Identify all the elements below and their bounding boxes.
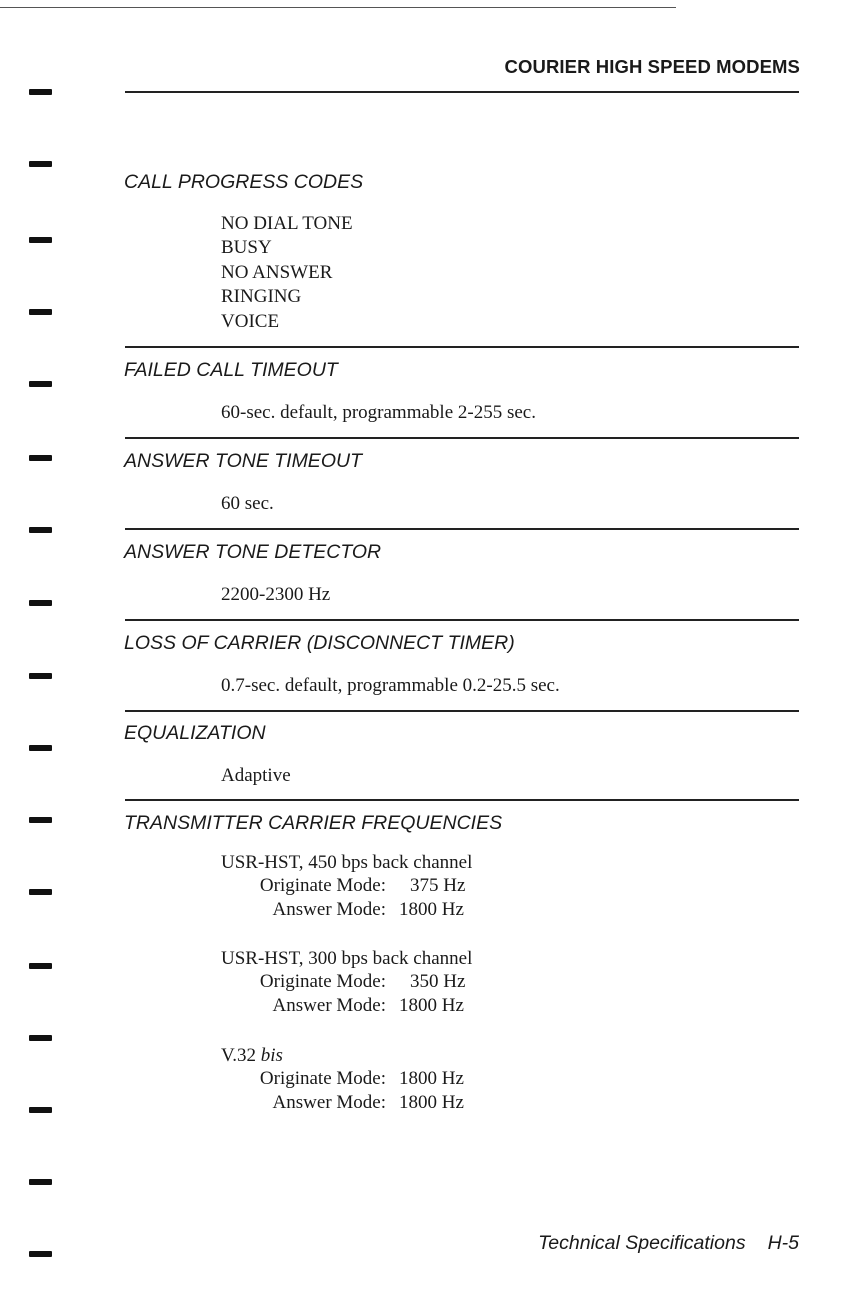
binder-tab-mark [29,600,52,606]
binder-tab-mark [29,1179,52,1185]
section-heading-answer-tone-timeout: ANSWER TONE TIMEOUT [124,450,362,472]
footer-title: Technical Specifications [538,1232,746,1254]
section-rule [125,437,799,439]
binder-tab-mark [29,1251,52,1257]
list-item: NO DIAL TONE [221,213,353,234]
originate-mode-row [0,875,866,899]
answer-mode-label: Answer Mode: [272,899,386,920]
originate-mode-row [0,1068,866,1092]
answer-mode-row [0,899,866,923]
binder-tab-mark [29,309,52,315]
answer-mode-value: 1800 Hz [399,899,464,920]
section-heading-transmitter-carrier-frequencies: TRANSMITTER CARRIER FREQUENCIES [124,812,503,834]
section-rule [125,528,799,530]
list-item: VOICE [221,310,280,332]
answer-mode-label: Answer Mode: [272,995,386,1016]
frequency-group-title: USR-HST, 300 bps back channel [221,948,473,969]
binder-tab-mark [29,89,52,95]
group-title-italic: bis [260,1045,283,1066]
originate-mode-label: Originate Mode: [259,971,386,992]
group-title-main: V.32 [221,1045,261,1066]
answer-mode-value: 1800 Hz [399,1092,464,1113]
binder-tab-mark [29,381,52,387]
top-edge-rule [0,7,676,8]
answer-mode-row [0,995,866,1019]
list-item: RINGING [221,286,302,308]
page-footer [538,1232,799,1255]
binder-tab-mark [29,161,52,167]
binder-tab-mark [29,745,52,751]
binder-tab-mark [29,673,52,679]
originate-mode-value: 1800 Hz [399,1068,464,1089]
binder-tab-mark [29,237,52,243]
section-heading-loss-of-carrier: LOSS OF CARRIER (DISCONNECT TIMER) [124,632,515,654]
section-rule [125,346,799,348]
frequency-group-title [221,1044,283,1068]
section-rule [125,710,799,712]
running-header: COURIER HIGH SPEED MODEMS [504,56,800,77]
list-item: NO ANSWER [221,261,333,283]
section-heading-call-progress-codes: CALL PROGRESS CODES [124,171,364,193]
originate-mode-label: Originate Mode: [259,875,386,896]
section-heading-equalization: EQUALIZATION [124,722,266,744]
equalization-value: Adaptive [221,765,291,786]
binder-tab-mark [29,1035,52,1041]
answer-mode-row [0,1092,866,1116]
header-rule [125,91,799,93]
answer-mode-label: Answer Mode: [272,1092,386,1113]
answer-mode-value: 1800 Hz [399,995,464,1016]
section-rule [125,799,799,801]
binder-tab-mark [29,817,52,823]
answer-tone-detector-value: 2200-2300 Hz [221,584,331,605]
binder-tab-mark [29,963,52,969]
originate-mode-row [0,971,866,995]
binder-tab-mark [29,527,52,533]
frequency-group-title: USR-HST, 450 bps back channel [221,852,473,873]
list-item: BUSY [221,237,272,259]
section-heading-failed-call-timeout: FAILED CALL TIMEOUT [124,359,338,381]
section-heading-answer-tone-detector: ANSWER TONE DETECTOR [124,541,382,563]
originate-mode-label: Originate Mode: [259,1068,386,1089]
loss-of-carrier-value: 0.7-sec. default, programmable 0.2-25.5 sec. [221,675,560,696]
call-progress-code-list [221,212,353,334]
binder-tab-mark [29,455,52,461]
page-number: H-5 [767,1232,799,1254]
originate-mode-value: 350 Hz [410,971,466,992]
originate-mode-value: 375 Hz [410,875,466,896]
failed-call-timeout-value: 60-sec. default, programmable 2-255 sec. [221,402,536,423]
answer-tone-timeout-value: 60 sec. [221,493,274,514]
section-rule [125,619,799,621]
